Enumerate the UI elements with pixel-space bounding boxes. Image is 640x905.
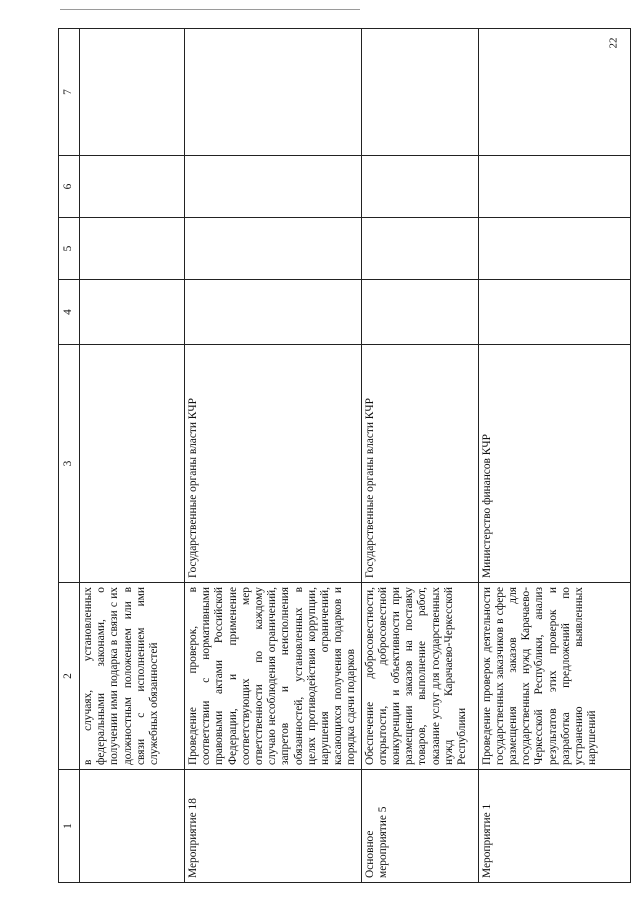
- column-header-5: 5: [59, 218, 80, 280]
- table-cell: [478, 218, 630, 280]
- page-number: 22: [607, 37, 620, 49]
- measure-name-cell: [80, 770, 185, 883]
- table-cell: [80, 218, 185, 280]
- table-cell: [185, 29, 362, 156]
- measure-name-cell: Мероприятие 1: [478, 770, 630, 883]
- measure-description-cell: Проведение проверок деятельности государственных заказчиков в сфере размещения заказов для государственных нужд Карачаево-Черкесской Республики, анализ результатов этих проверок и разработка предложений по устранению выявленных нарушений: [478, 583, 630, 770]
- responsible-executor-cell: Государственные органы власти КЧР: [361, 345, 478, 583]
- table-cell: [361, 29, 478, 156]
- measures-table: [58, 28, 631, 883]
- table-cell: [185, 156, 362, 218]
- measure-name-cell: Основное мероприятие 5: [361, 770, 478, 883]
- table-row: [478, 29, 630, 883]
- column-header-2: 2: [59, 583, 80, 770]
- table-cell: [361, 218, 478, 280]
- table-cell: [80, 29, 185, 156]
- table-cell: [185, 280, 362, 345]
- table-cell: [80, 280, 185, 345]
- table-header-row: [59, 29, 80, 883]
- table-row: [185, 29, 362, 883]
- responsible-executor-cell: [80, 345, 185, 583]
- column-header-7: 7: [59, 29, 80, 156]
- table-cell: [361, 156, 478, 218]
- measure-name-cell: Мероприятие 18: [185, 770, 362, 883]
- column-header-6: 6: [59, 156, 80, 218]
- column-header-1: 1: [59, 770, 80, 883]
- column-header-3: 3: [59, 345, 80, 583]
- table-row: [80, 29, 185, 883]
- measure-description-cell: Проведение проверок, в соответствии с нормативными правовыми актами Российской Федерации, и применение соответствующих мер ответственности по каждому случаю несоблюдения ограничений, запретов и неисполнения обязанностей, установленных в целях противодействия коррупции, нарушения ограничений, касающихся получения подарков и порядка сдачи подарков: [185, 583, 362, 770]
- table-cell: [478, 29, 630, 156]
- rotated-page-content: [58, 29, 617, 883]
- table-cell: [361, 280, 478, 345]
- column-header-4: 4: [59, 280, 80, 345]
- measure-description-cell: Обеспечение добросовестности, открытости, добросовестной конкуренции и объективности при размещении заказов на поставку товаров, выполнение работ, оказание услуг для государственных нужд Карачаево-Черкесской Республики: [361, 583, 478, 770]
- table-cell: [478, 156, 630, 218]
- top-rule: [60, 9, 360, 10]
- table-cell: [185, 218, 362, 280]
- responsible-executor-cell: Министерство финансов КЧР: [478, 345, 630, 583]
- table-cell: [478, 280, 630, 345]
- measure-description-cell: в случаях, установленных федеральными законами, о получении ими подарка в связи с их должностным положением или в связи с исполнением ими служебных обязанностей: [80, 583, 185, 770]
- table-row: [361, 29, 478, 883]
- responsible-executor-cell: Государственные органы власти КЧР: [185, 345, 362, 583]
- table-cell: [80, 156, 185, 218]
